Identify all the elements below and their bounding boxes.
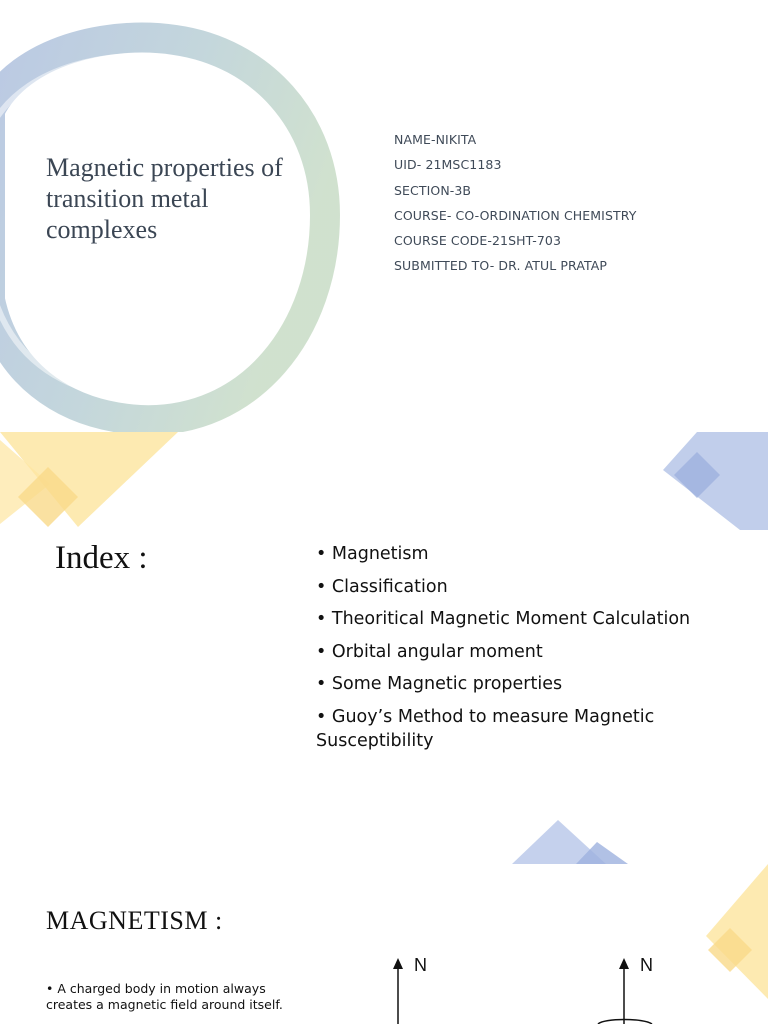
slide-index <box>0 432 768 864</box>
info-course-code: COURSE CODE-21SHT-703 <box>394 233 562 249</box>
presentation-title: Magnetic properties of transition metal complexes <box>46 153 283 244</box>
author-info-list <box>394 131 636 283</box>
blue-diamond-shape <box>663 432 768 530</box>
index-item: • Guoy’s Method to measure Magnetic Susceptibility <box>316 706 655 751</box>
info-section: SECTION-3B <box>394 182 472 198</box>
index-item: • Magnetism <box>316 544 429 564</box>
info-uid: UID- 21MSC1183 <box>394 157 502 173</box>
info-course: COURSE- CO-ORDINATION CHEMISTRY <box>394 207 637 223</box>
info-submitted-to: SUBMITTED TO- DR. ATUL PRATAP <box>394 258 608 274</box>
slide-magnetism <box>0 864 768 1024</box>
info-name: NAME-NIKITA <box>394 132 477 147</box>
yellow-triangle-shape <box>706 864 768 999</box>
index-item: • Theoritical Magnetic Moment Calculation <box>316 609 691 629</box>
index-item: • Classification <box>316 576 448 597</box>
index-item: • Orbital angular moment <box>316 641 543 662</box>
north-label-right: N <box>640 955 653 975</box>
magnetism-heading: MAGNETISM : <box>46 906 223 935</box>
index-heading: Index : <box>55 540 148 576</box>
magnetism-bullet: • A charged body in motion always creates a magnetic field around itself. <box>46 981 283 1012</box>
index-item: • Some Magnetic properties <box>316 674 563 694</box>
north-label-left: N <box>414 955 427 975</box>
current-loop <box>598 1020 652 1024</box>
index-list <box>316 542 736 761</box>
slide-title <box>0 0 768 432</box>
